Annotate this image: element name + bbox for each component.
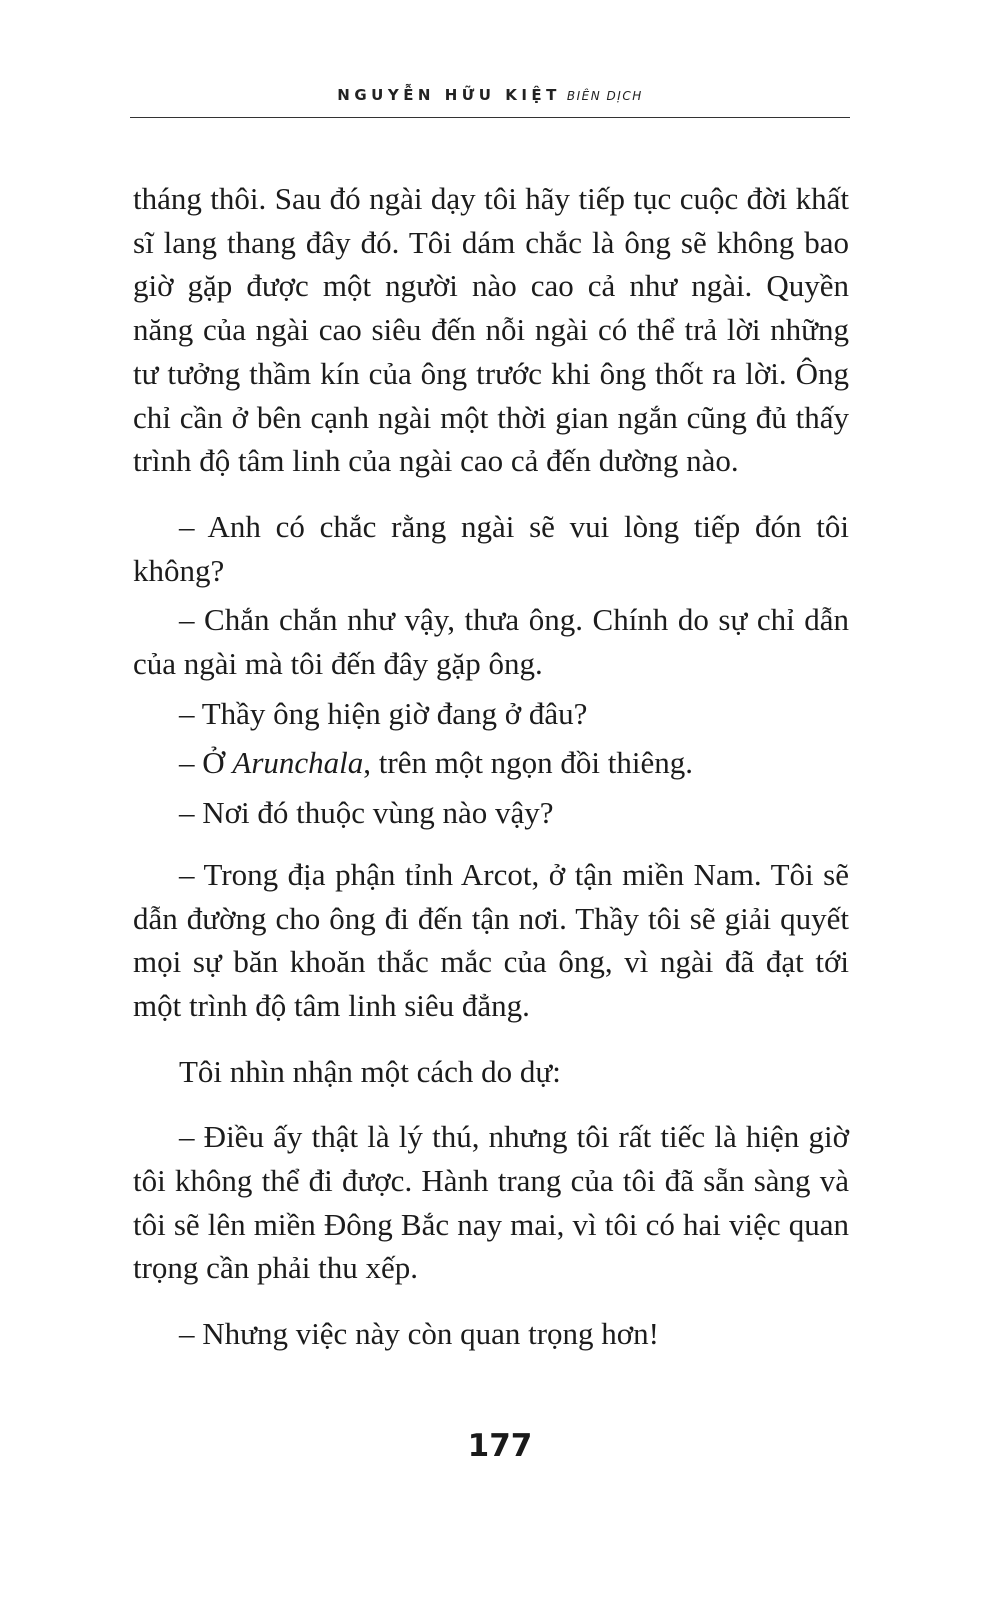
header-divider <box>130 117 850 118</box>
dialogue-line: – Thầy ông hiện giờ đang ở đâu? <box>179 695 588 731</box>
dialogue-line: – Nhưng việc này còn quan trọng hơn! <box>179 1316 660 1352</box>
dialogue-line <box>133 741 849 785</box>
dialogue-line: – Nơi đó thuộc vùng nào vậy? <box>179 795 554 831</box>
header-author: NGUYỄN HỮU KIỆT <box>337 86 561 104</box>
header-role: BIÊN DỊCH <box>566 89 643 103</box>
page-number: 177 <box>467 1428 533 1464</box>
dialogue-line: – Anh có chắc rằng ngài sẽ vui lòng tiếp đón tôi không? <box>133 508 849 588</box>
running-header <box>130 86 850 104</box>
body-text <box>133 177 849 1356</box>
place-name: Arunchala <box>232 745 364 781</box>
dialogue-line: – Trong địa phận tỉnh Arcot, ở tận miền Nam. Tôi sẽ dẫn đường cho ông đi đến tận nơi. Thầy tôi sẽ giải quyết mọi sự băn khoăn thắc mắc của ông, vì ngài đã đạt tới một trình độ tâm linh siêu đẳng. <box>133 856 849 1023</box>
dialogue-line: – Điều ấy thật là lý thú, nhưng tôi rất tiếc là hiện giờ tôi không thể đi được. Hành trang của tôi đã sẵn sàng và tôi sẽ lên miền Đông Bắc nay mai, vì tôi có hai việc quan trọng cần phải thu xếp. <box>133 1119 849 1286</box>
dialogue-suffix: , trên một ngọn đồi thiêng. <box>363 745 694 781</box>
dialogue-prefix: – Ở <box>179 745 233 781</box>
narration-line: Tôi nhìn nhận một cách do dự: <box>179 1053 561 1089</box>
dialogue-line: – Chắn chắn như vậy, thưa ông. Chính do sự chỉ dẫn của ngài mà tôi đến đây gặp ông. <box>133 602 849 682</box>
paragraph-continuation: tháng thôi. Sau đó ngài dạy tôi hãy tiếp tục cuộc đời khất sĩ lang thang đây đó. Tôi dám chắc là ông sẽ không bao giờ gặp được một người nào cao cả như ngài. Quyền năng của ngài cao siêu đến nỗi ngài có thể trả lời những tư tưởng thầm kín của ông trước khi ông thốt ra lời. Ông chỉ cần ở bên cạnh ngài một thời gian ngắn cũng đủ thấy trình độ tâm linh của ngài cao cả đến dường nào. <box>133 181 849 479</box>
